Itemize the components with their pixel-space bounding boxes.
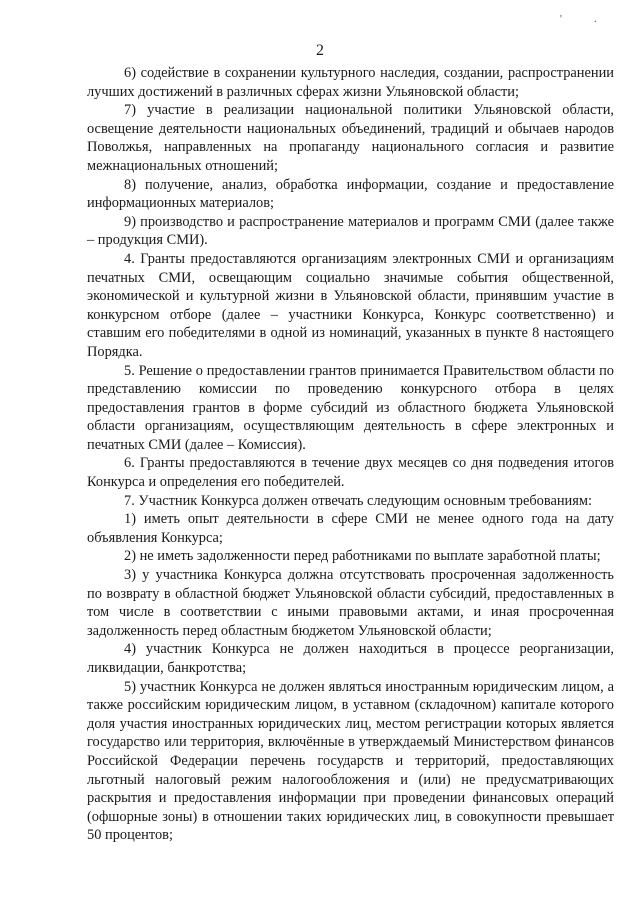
list-item-7: 7) участие в реализации национальной политики Ульяновской области, освещение деятельности национальных объединений, традиций и обычаев народов Поволжья, направленных на пропаганду национального согласия и развитие межнациональных отношений;: [87, 102, 614, 174]
clause-6-paragraph: 6. Гранты предоставляются в течение двух месяцев со дня подведения итогов Конкурса и определения его победителей.: [87, 455, 614, 491]
clause-4-paragraph: 4. Гранты предоставляются организациям электронных СМИ и организациям печатных СМИ, освещающим социально значимые события общественной, экономической и культурной жизни в Ульяновской области, принявшим участие в конкурсном отборе (далее – участники Конкурса, Конкурс соответственно) и ставшим его победителями в одной из номинаций, указанных в пункте 8 настоящего Порядка.: [87, 250, 614, 360]
clause-7-paragraph: 7. Участник Конкурса должен отвечать следующим основным требованиям:: [124, 492, 592, 509]
list-item-8: 8) получение, анализ, обработка информации, создание и предоставление информационных материалов;: [87, 176, 614, 212]
corner-mark: .: [594, 14, 597, 25]
page-number: 2: [316, 42, 324, 59]
requirement-1: 1) иметь опыт деятельности в сфере СМИ не менее одного года на дату объявления Конкурса;: [87, 511, 614, 546]
list-item-9: 9) производство и распространение материалов и программ СМИ (далее также – продукция СМИ).: [87, 213, 614, 249]
requirement-4: 4) участник Конкурса не должен находиться в процессе реорганизации, ликвидации, банкротства;: [87, 641, 614, 676]
list-item-6: 6) содействие в сохранении культурного наследия, создании, распространении лучших достижений в различных сферах жизни Ульяновской области;: [87, 65, 614, 100]
requirement-2: 2) не иметь задолженности перед работниками по выплате заработной платы;: [124, 548, 601, 565]
requirement-5: 5) участник Конкурса не должен являться иностранным юридическим лицом, а также российским юридическим лицом, в уставном (складочном) капитале которого доля участия иностранных юридических лиц, местом регистрации которых является государство или территория, включённые в утверждаемый Министерством финансов Российской Федерации перечень государств и территорий, предоставляющих льготный налоговый режим налогообложения и (или) не предусматривающих раскрытия и предоставления информации при проведении финансовых операций (офшорные зоны) в отношении таких юридических лиц, в совокупности превышает 50 процентов;: [87, 678, 614, 844]
document-body: [87, 64, 614, 845]
corner-mark: ': [560, 14, 562, 25]
requirement-3: 3) у участника Конкурса должна отсутствовать просроченная задолженность по возврату в областной бюджет Ульяновской области субсидий, предоставленных в том числе в соответствии с иными правовыми актами, и иная просроченная задолженность перед областным бюджетом Ульяновской области;: [87, 567, 614, 639]
clause-5-paragraph: 5. Решение о предоставлении грантов принимается Правительством области по представлению комиссии по проведению конкурсного отбора в целях предоставления грантов в форме субсидий из областного бюджета Ульяновской области организациям, осуществляющим деятельность в сфере электронных и печатных СМИ (далее – Комиссия).: [87, 362, 614, 453]
